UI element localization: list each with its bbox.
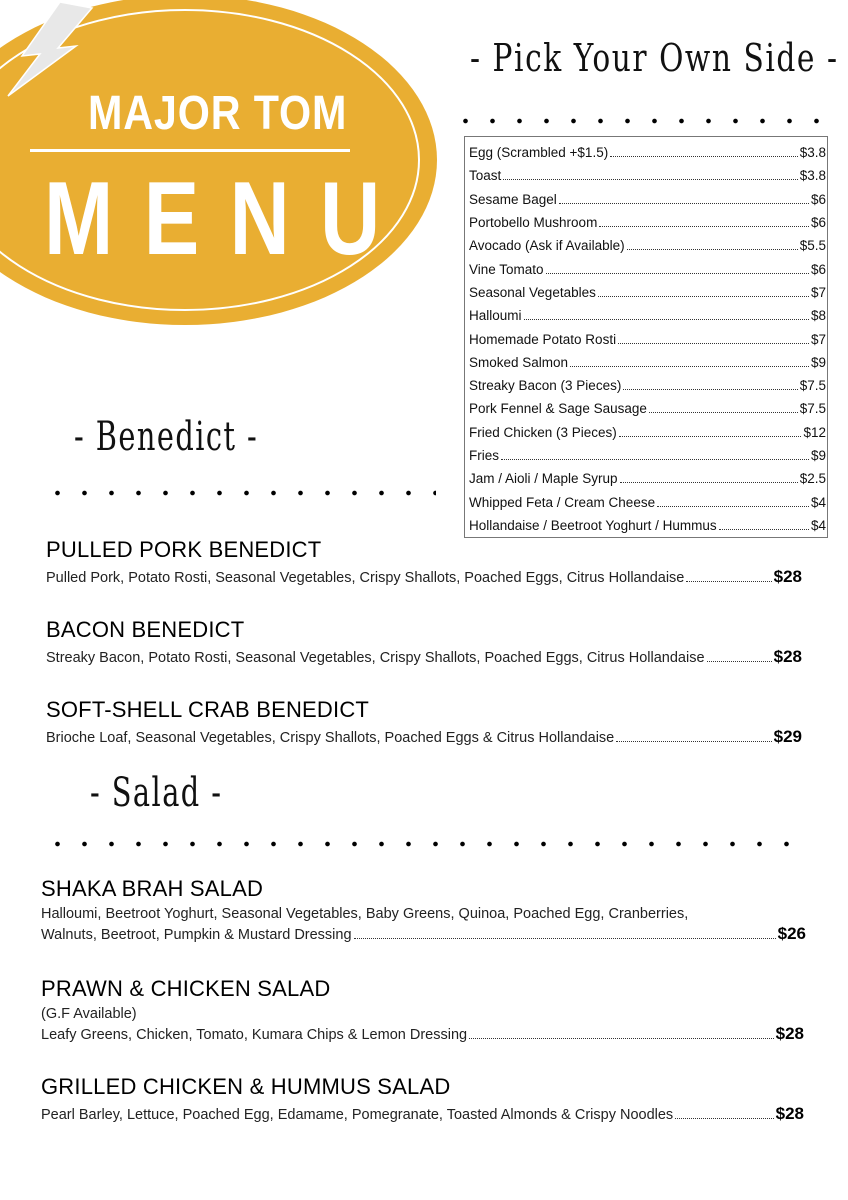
item-name: PRAWN & CHICKEN SALAD	[41, 976, 331, 1001]
item-name: BACON BENEDICT	[46, 617, 245, 642]
menu-item	[41, 976, 804, 1044]
side-item: Whipped Feta / Cream Cheese $4	[469, 494, 826, 510]
benedict-heading: - Benedict -	[74, 414, 259, 460]
item-line	[46, 727, 802, 747]
side-item: Egg (Scrambled +$1.5) $3.8	[469, 145, 826, 161]
side-item: Portobello Mushroom $6	[469, 215, 826, 231]
item-price: $29	[773, 727, 802, 746]
side-item: Hollandaise / Beetroot Yoghurt / Hummus $4	[469, 517, 826, 533]
item-description: Pulled Pork, Potato Rosti, Seasonal Vegetables, Crispy Shallots, Poached Eggs, Citrus Hollandaise	[46, 570, 685, 586]
side-item: Halloumi $8	[469, 308, 826, 324]
item-line	[41, 924, 806, 944]
item-name: PULLED PORK BENEDICT	[46, 537, 322, 562]
item-line	[41, 1104, 804, 1124]
menu-item	[41, 876, 806, 944]
sides-heading: - Pick Your Own Side -	[470, 36, 839, 80]
item-name: GRILLED CHICKEN & HUMMUS SALAD	[41, 1074, 451, 1099]
item-name: SHAKA BRAH SALAD	[41, 876, 264, 901]
menu-item	[46, 697, 802, 747]
badge-divider	[30, 149, 350, 152]
item-line	[46, 567, 802, 587]
salad-heading: - Salad -	[90, 770, 223, 816]
side-item: Fries $9	[469, 448, 826, 463]
side-item: Avocado (Ask if Available) $5.5	[469, 238, 826, 254]
item-description: Halloumi, Beetroot Yoghurt, Seasonal Vegetables, Baby Greens, Quinoa, Poached Egg, Cranberries,	[41, 906, 689, 922]
menu-title: MENU	[44, 161, 411, 277]
sides-dot-divider	[452, 117, 832, 125]
item-price: $28	[773, 647, 802, 666]
item-description: Pearl Barley, Lettuce, Poached Egg, Edamame, Pomegranate, Toasted Almonds & Crispy Noodles	[41, 1107, 674, 1123]
item-price: $28	[775, 1024, 804, 1043]
brand-name: MAJOR TOM	[88, 87, 348, 140]
side-item: Toast $3.8	[469, 168, 826, 184]
item-price: $28	[775, 1104, 804, 1123]
item-line	[46, 647, 802, 667]
side-item: Homemade Potato Rosti $7	[469, 331, 826, 347]
side-item: Jam / Aioli / Maple Syrup $2.5	[469, 471, 826, 487]
item-note: (G.F Available)	[41, 1006, 137, 1022]
benedict-dot-divider	[44, 489, 436, 497]
menu-item	[46, 617, 802, 667]
item-price: $28	[773, 567, 802, 586]
side-item: Sesame Bagel $6	[469, 191, 826, 207]
item-description: Brioche Loaf, Seasonal Vegetables, Crispy Shallots, Poached Eggs & Citrus Hollandaise	[46, 730, 615, 746]
side-item: Streaky Bacon (3 Pieces) $7.5	[469, 378, 826, 394]
menu-item	[41, 1074, 804, 1124]
side-item: Seasonal Vegetables $7	[469, 284, 826, 300]
sides-price-list	[464, 136, 828, 538]
item-description: Leafy Greens, Chicken, Tomato, Kumara Chips & Lemon Dressing	[41, 1027, 468, 1043]
item-description: Streaky Bacon, Potato Rosti, Seasonal Vegetables, Crispy Shallots, Poached Eggs, Citrus Hollandaise	[46, 650, 705, 666]
item-line	[41, 1024, 804, 1044]
item-name: SOFT-SHELL CRAB BENEDICT	[46, 697, 370, 722]
menu-header-badge	[0, 0, 440, 330]
item-price: $26	[777, 924, 806, 943]
side-item: Vine Tomato $6	[469, 261, 826, 277]
side-item: Pork Fennel & Sage Sausage $7.5	[469, 401, 826, 417]
salad-dot-divider	[44, 840, 804, 848]
side-item: Smoked Salmon $9	[469, 354, 826, 370]
menu-item	[46, 537, 802, 587]
lightning-bolt-icon	[0, 0, 95, 100]
item-description: Walnuts, Beetroot, Pumpkin & Mustard Dressing	[41, 927, 352, 943]
side-item: Fried Chicken (3 Pieces) $12	[469, 424, 826, 440]
